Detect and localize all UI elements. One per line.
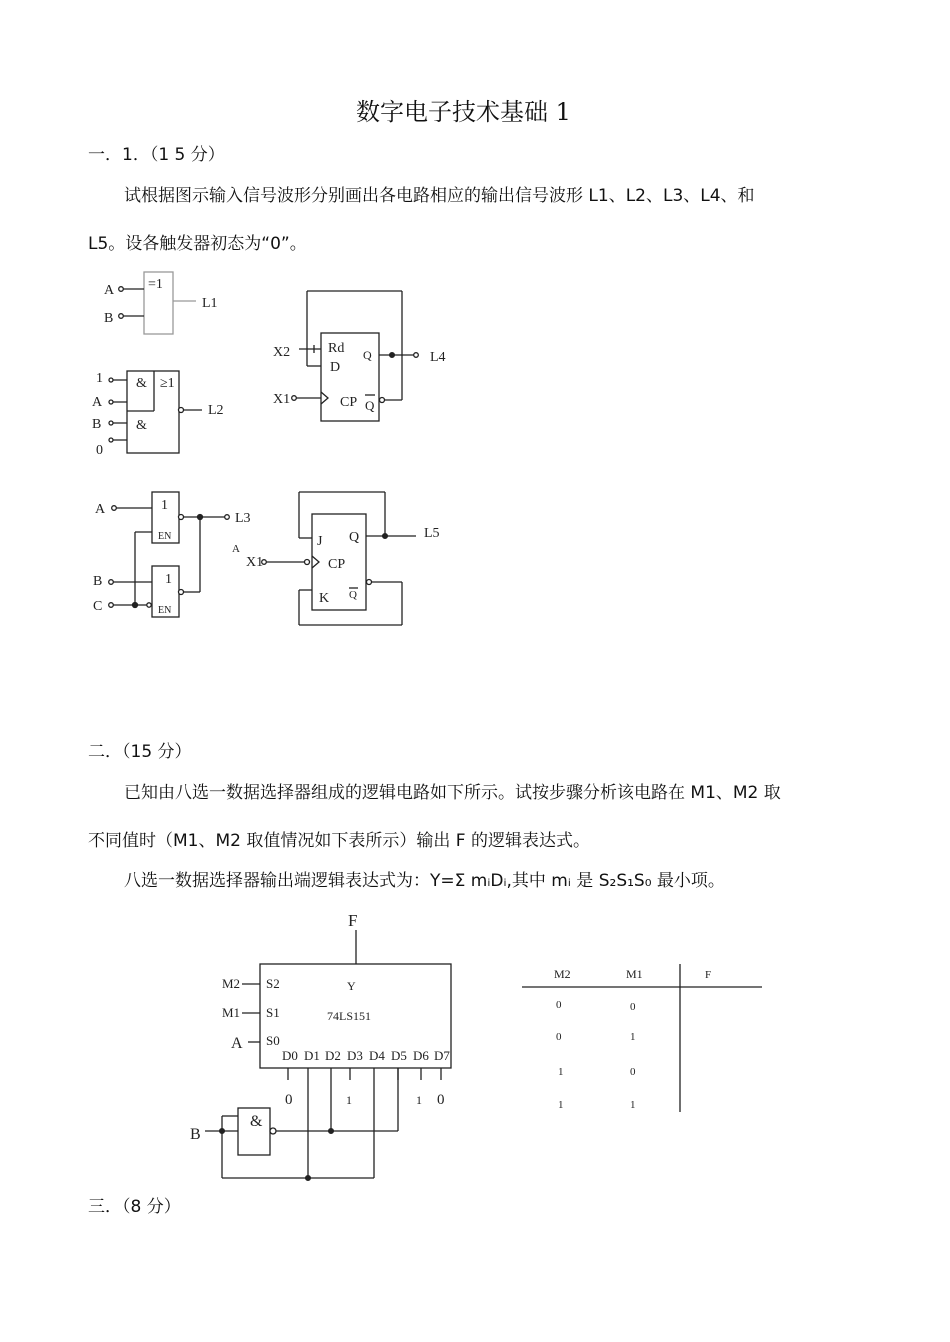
table-cell: 1 xyxy=(558,1099,564,1111)
q2-heading: 二．（15 分） xyxy=(88,742,192,762)
q1-text-line1: 试根据图示输入信号波形分别画出各电路相应的输出信号波形 L1、L2、L3、L4、和 xyxy=(124,186,755,206)
mux-const-d0: 0 xyxy=(285,1092,293,1108)
q2-text-line2: 不同值时（M1、M2 取值情况如下表所示）输出 F 的逻辑表达式。 xyxy=(88,831,590,851)
mux-s0: S0 xyxy=(266,1033,280,1048)
g3-en2: EN xyxy=(158,605,172,616)
mux-m1-label: M1 xyxy=(222,1005,241,1020)
mux-s2: S2 xyxy=(266,976,280,991)
mux-d6: D6 xyxy=(413,1048,429,1063)
mux-d7: D7 xyxy=(434,1048,450,1063)
mux-d5: D5 xyxy=(391,1048,407,1063)
g2-or: ≥1 xyxy=(160,376,175,391)
g2-in2: A xyxy=(92,395,103,410)
g2-output-label: L2 xyxy=(208,403,224,418)
g2-in3: B xyxy=(92,417,102,432)
mux-y-label: Y xyxy=(347,979,356,993)
table-cell: 0 xyxy=(630,1066,636,1078)
q2-text-line3: 八选一数据选择器输出端逻辑表达式为：Y=Σ mᵢDᵢ,其中 mᵢ 是 S₂S₁S₀ 最小项。 xyxy=(124,871,725,891)
g1-output-label: L1 xyxy=(202,296,218,311)
mux-a-label: A xyxy=(231,1035,243,1052)
table-cell: 0 xyxy=(556,999,562,1011)
ff5-j: J xyxy=(317,534,323,549)
ff5-k: K xyxy=(319,591,330,606)
g3-label-b: B xyxy=(93,574,103,589)
nand-symbol: & xyxy=(250,1113,263,1130)
ff4-x2: X2 xyxy=(273,345,291,360)
table-header-f: F xyxy=(705,969,712,981)
table-cell: 0 xyxy=(630,1001,636,1013)
g1-symbol: =1 xyxy=(148,277,163,292)
mux-chip-label: 74LS151 xyxy=(327,1009,372,1023)
g3-label-c: C xyxy=(93,599,103,614)
ff4-x1: X1 xyxy=(273,392,291,407)
g3-label-a: A xyxy=(95,502,106,517)
ff4-cp: CP xyxy=(340,395,358,410)
mux-b-label: B xyxy=(190,1126,201,1143)
mux-f-label: F xyxy=(348,911,358,930)
table-header-m1: M1 xyxy=(626,967,643,981)
q2-text-line1: 已知由八选一数据选择器组成的逻辑电路如下所示。试按步骤分析该电路在 M1、M2 取 xyxy=(124,783,781,803)
ff5-x1: X1 xyxy=(246,555,264,570)
q3-heading: 三．（8 分） xyxy=(88,1197,181,1217)
ff4-q: Q xyxy=(363,348,372,362)
q1-heading: 一．1．（1 5 分） xyxy=(88,145,225,165)
ff5-qn: Q xyxy=(349,589,357,601)
table-cell: 0 xyxy=(556,1031,562,1043)
mux-d4: D4 xyxy=(369,1048,385,1063)
ff5-cp: CP xyxy=(328,557,346,572)
page-title: 数字电子技术基础 1 xyxy=(356,98,571,126)
g2-in4: 0 xyxy=(96,443,103,458)
mux-d3: D3 xyxy=(347,1048,363,1063)
ff4-d: D xyxy=(330,360,341,375)
g3-output-label: L3 xyxy=(235,511,251,526)
g3-buf1: 1 xyxy=(161,498,168,513)
ff4-rd: Rd xyxy=(328,341,345,356)
ff5-q: Q xyxy=(349,530,360,545)
mux-s1: S1 xyxy=(266,1005,280,1020)
mux-d2: D2 xyxy=(325,1048,341,1063)
mux-const-d7: 0 xyxy=(437,1092,445,1108)
g2-in1: 1 xyxy=(96,371,103,386)
ff4-output-label: L4 xyxy=(430,350,446,365)
g3-buf2: 1 xyxy=(165,572,172,587)
q1-text-line2: L5。设各触发器初态为“0”。 xyxy=(88,234,307,254)
g3-en1: EN xyxy=(158,531,172,542)
ff5-a: A xyxy=(232,543,240,555)
mux-d1: D1 xyxy=(304,1048,320,1063)
g2-and1: & xyxy=(136,376,147,391)
table-cell: 1 xyxy=(630,1031,636,1043)
ff4-qn: Q xyxy=(365,398,375,413)
g1-label-b: B xyxy=(104,311,114,326)
ff5-output-label: L5 xyxy=(424,526,440,541)
mux-const-d6: 1 xyxy=(416,1093,422,1107)
mux-d0: D0 xyxy=(282,1048,298,1063)
table-cell: 1 xyxy=(630,1099,636,1111)
table-header-m2: M2 xyxy=(554,967,571,981)
mux-m2-label: M2 xyxy=(222,976,241,991)
g1-label-a: A xyxy=(104,283,115,298)
mux-const-d3: 1 xyxy=(346,1093,352,1107)
g2-and2: & xyxy=(136,418,147,433)
table-cell: 1 xyxy=(558,1066,564,1078)
